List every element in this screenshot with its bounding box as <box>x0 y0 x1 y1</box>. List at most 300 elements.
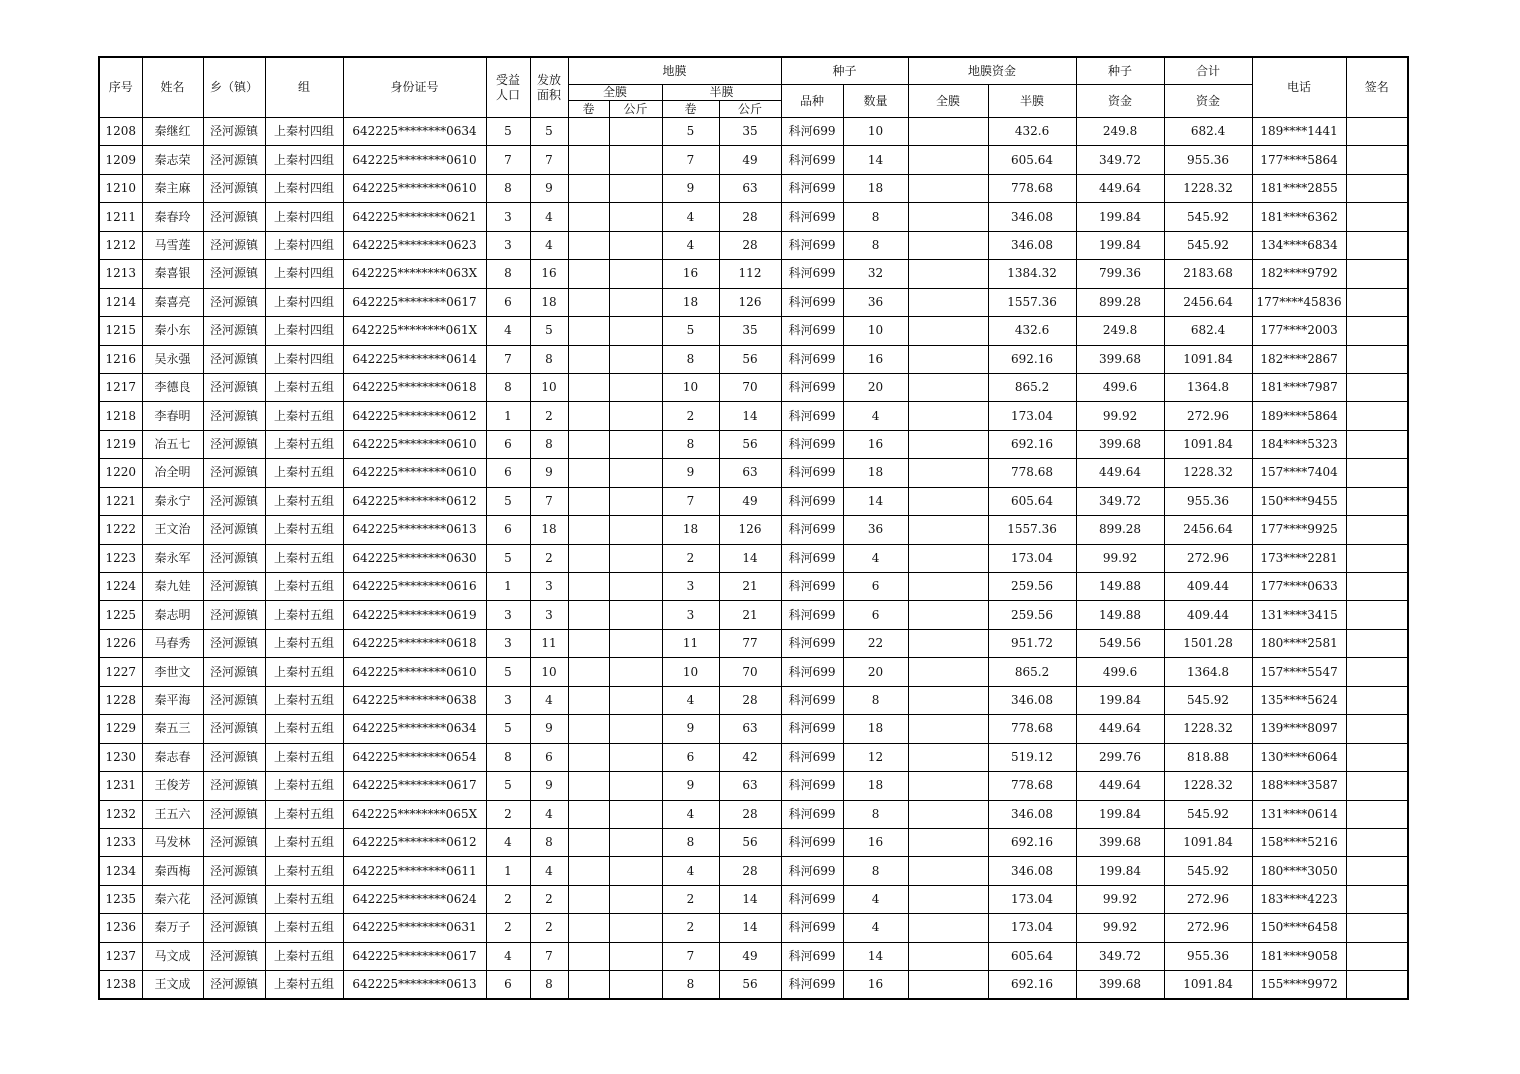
fund-full-film-cell <box>908 914 988 942</box>
variety-cell: 科河699 <box>781 715 843 743</box>
beneficiaries-cell: 3 <box>486 231 530 259</box>
full-film-roll-cell <box>568 118 609 146</box>
phone-cell: 181****6362 <box>1252 203 1346 231</box>
fund-full-film-cell <box>908 459 988 487</box>
table-row <box>99 345 1408 373</box>
full-film-roll-cell <box>568 573 609 601</box>
fund-half-film-cell: 173.04 <box>988 885 1076 913</box>
seq-cell: 1235 <box>99 885 142 913</box>
quantity-cell: 4 <box>843 885 908 913</box>
phone-cell: 181****9058 <box>1252 942 1346 970</box>
area-cell: 4 <box>530 857 568 885</box>
header-seed-funds: 资金 <box>1076 85 1164 118</box>
half-film-roll-cell: 4 <box>662 203 719 231</box>
total-funds-cell: 2183.68 <box>1164 260 1252 288</box>
header-township: 乡（镇） <box>203 57 265 118</box>
signature-cell <box>1346 971 1408 999</box>
seed-funds-cell: 349.72 <box>1076 942 1164 970</box>
signature-cell <box>1346 288 1408 316</box>
fund-full-film-cell <box>908 629 988 657</box>
signature-cell <box>1346 430 1408 458</box>
name-cell: 秦永军 <box>142 544 203 572</box>
area-cell: 18 <box>530 516 568 544</box>
name-cell: 李德良 <box>142 373 203 401</box>
variety-cell: 科河699 <box>781 828 843 856</box>
fund-half-film-cell: 865.2 <box>988 373 1076 401</box>
full-film-roll-cell <box>568 857 609 885</box>
seq-cell: 1233 <box>99 828 142 856</box>
full-film-roll-cell <box>568 885 609 913</box>
seed-funds-cell: 199.84 <box>1076 203 1164 231</box>
quantity-cell: 10 <box>843 317 908 345</box>
quantity-cell: 10 <box>843 118 908 146</box>
variety-cell: 科河699 <box>781 487 843 515</box>
seed-funds-cell: 449.64 <box>1076 174 1164 202</box>
full-film-kg-cell <box>609 373 662 401</box>
seed-funds-cell: 449.64 <box>1076 459 1164 487</box>
table-row <box>99 402 1408 430</box>
full-film-kg-cell <box>609 317 662 345</box>
group-cell: 上秦村五组 <box>265 914 343 942</box>
variety-cell: 科河699 <box>781 658 843 686</box>
township-cell: 泾河源镇 <box>203 715 265 743</box>
seed-funds-cell: 199.84 <box>1076 800 1164 828</box>
beneficiaries-cell: 4 <box>486 317 530 345</box>
township-cell: 泾河源镇 <box>203 430 265 458</box>
signature-cell <box>1346 601 1408 629</box>
half-film-roll-cell: 9 <box>662 459 719 487</box>
fund-half-film-cell: 605.64 <box>988 487 1076 515</box>
full-film-kg-cell <box>609 629 662 657</box>
half-film-kg-cell: 56 <box>719 971 781 999</box>
seq-cell: 1216 <box>99 345 142 373</box>
half-film-kg-cell: 28 <box>719 857 781 885</box>
beneficiaries-cell: 1 <box>486 573 530 601</box>
seq-cell: 1222 <box>99 516 142 544</box>
fund-full-film-cell <box>908 743 988 771</box>
phone-cell: 177****9925 <box>1252 516 1346 544</box>
total-funds-cell: 1091.84 <box>1164 345 1252 373</box>
quantity-cell: 8 <box>843 231 908 259</box>
phone-cell: 188****3587 <box>1252 772 1346 800</box>
half-film-roll-cell: 2 <box>662 402 719 430</box>
fund-full-film-cell <box>908 772 988 800</box>
signature-cell <box>1346 317 1408 345</box>
fund-full-film-cell <box>908 174 988 202</box>
full-film-kg-cell <box>609 402 662 430</box>
quantity-cell: 12 <box>843 743 908 771</box>
quantity-cell: 8 <box>843 857 908 885</box>
half-film-kg-cell: 63 <box>719 715 781 743</box>
id-number-cell: 642225********0610 <box>343 174 486 202</box>
table-row <box>99 828 1408 856</box>
seed-funds-cell: 449.64 <box>1076 715 1164 743</box>
area-cell: 10 <box>530 658 568 686</box>
township-cell: 泾河源镇 <box>203 516 265 544</box>
quantity-cell: 14 <box>843 146 908 174</box>
half-film-kg-cell: 126 <box>719 516 781 544</box>
area-cell: 2 <box>530 544 568 572</box>
signature-cell <box>1346 459 1408 487</box>
half-film-roll-cell: 3 <box>662 573 719 601</box>
fund-full-film-cell <box>908 686 988 714</box>
area-cell: 9 <box>530 772 568 800</box>
half-film-kg-cell: 14 <box>719 885 781 913</box>
variety-cell: 科河699 <box>781 373 843 401</box>
table-row <box>99 174 1408 202</box>
signature-cell <box>1346 800 1408 828</box>
group-cell: 上秦村五组 <box>265 828 343 856</box>
group-cell: 上秦村五组 <box>265 402 343 430</box>
seed-funds-cell: 249.8 <box>1076 317 1164 345</box>
full-film-roll-cell <box>568 430 609 458</box>
total-funds-cell: 1228.32 <box>1164 772 1252 800</box>
half-film-roll-cell: 5 <box>662 118 719 146</box>
variety-cell: 科河699 <box>781 260 843 288</box>
half-film-roll-cell: 8 <box>662 345 719 373</box>
group-cell: 上秦村五组 <box>265 686 343 714</box>
half-film-kg-cell: 112 <box>719 260 781 288</box>
quantity-cell: 8 <box>843 800 908 828</box>
fund-half-film-cell: 1384.32 <box>988 260 1076 288</box>
variety-cell: 科河699 <box>781 203 843 231</box>
seed-funds-cell: 799.36 <box>1076 260 1164 288</box>
half-film-kg-cell: 28 <box>719 800 781 828</box>
header-seq: 序号 <box>99 57 142 118</box>
group-cell: 上秦村五组 <box>265 601 343 629</box>
half-film-roll-cell: 7 <box>662 146 719 174</box>
seq-cell: 1228 <box>99 686 142 714</box>
id-number-cell: 642225********0613 <box>343 971 486 999</box>
beneficiaries-cell: 4 <box>486 942 530 970</box>
phone-cell: 177****45836 <box>1252 288 1346 316</box>
seq-cell: 1215 <box>99 317 142 345</box>
half-film-roll-cell: 8 <box>662 430 719 458</box>
table-row <box>99 715 1408 743</box>
table-row <box>99 914 1408 942</box>
quantity-cell: 8 <box>843 686 908 714</box>
area-cell: 6 <box>530 743 568 771</box>
seed-funds-cell: 299.76 <box>1076 743 1164 771</box>
quantity-cell: 16 <box>843 971 908 999</box>
seq-cell: 1224 <box>99 573 142 601</box>
fund-half-film-cell: 692.16 <box>988 345 1076 373</box>
half-film-roll-cell: 9 <box>662 715 719 743</box>
fund-half-film-cell: 346.08 <box>988 800 1076 828</box>
township-cell: 泾河源镇 <box>203 601 265 629</box>
signature-cell <box>1346 402 1408 430</box>
total-funds-cell: 1091.84 <box>1164 828 1252 856</box>
seq-cell: 1219 <box>99 430 142 458</box>
group-cell: 上秦村五组 <box>265 800 343 828</box>
beneficiaries-cell: 3 <box>486 686 530 714</box>
beneficiaries-cell: 4 <box>486 828 530 856</box>
seed-funds-cell: 399.68 <box>1076 345 1164 373</box>
township-cell: 泾河源镇 <box>203 885 265 913</box>
fund-full-film-cell <box>908 231 988 259</box>
quantity-cell: 20 <box>843 658 908 686</box>
table-row <box>99 544 1408 572</box>
township-cell: 泾河源镇 <box>203 146 265 174</box>
fund-half-film-cell: 519.12 <box>988 743 1076 771</box>
township-cell: 泾河源镇 <box>203 800 265 828</box>
township-cell: 泾河源镇 <box>203 942 265 970</box>
full-film-roll-cell <box>568 914 609 942</box>
phone-cell: 157****5547 <box>1252 658 1346 686</box>
quantity-cell: 4 <box>843 914 908 942</box>
total-funds-cell: 545.92 <box>1164 800 1252 828</box>
full-film-roll-cell <box>568 402 609 430</box>
township-cell: 泾河源镇 <box>203 544 265 572</box>
full-film-roll-cell <box>568 317 609 345</box>
beneficiaries-cell: 6 <box>486 516 530 544</box>
phone-cell: 181****2855 <box>1252 174 1346 202</box>
name-cell: 马雪莲 <box>142 231 203 259</box>
fund-half-film-cell: 1557.36 <box>988 516 1076 544</box>
full-film-roll-cell <box>568 203 609 231</box>
signature-cell <box>1346 174 1408 202</box>
name-cell: 秦永宁 <box>142 487 203 515</box>
half-film-roll-cell: 10 <box>662 373 719 401</box>
phone-cell: 157****7404 <box>1252 459 1346 487</box>
area-cell: 7 <box>530 942 568 970</box>
full-film-kg-cell <box>609 971 662 999</box>
half-film-kg-cell: 21 <box>719 601 781 629</box>
half-film-roll-cell: 2 <box>662 885 719 913</box>
fund-full-film-cell <box>908 800 988 828</box>
half-film-kg-cell: 56 <box>719 430 781 458</box>
fund-full-film-cell <box>908 487 988 515</box>
area-cell: 4 <box>530 231 568 259</box>
fund-half-film-cell: 605.64 <box>988 942 1076 970</box>
fund-half-film-cell: 173.04 <box>988 544 1076 572</box>
township-cell: 泾河源镇 <box>203 373 265 401</box>
area-cell: 8 <box>530 345 568 373</box>
id-number-cell: 642225********0612 <box>343 402 486 430</box>
phone-cell: 177****0633 <box>1252 573 1346 601</box>
half-film-kg-cell: 63 <box>719 459 781 487</box>
area-cell: 2 <box>530 914 568 942</box>
table-row <box>99 800 1408 828</box>
seed-funds-cell: 399.68 <box>1076 971 1164 999</box>
seed-funds-cell: 899.28 <box>1076 288 1164 316</box>
table-row <box>99 743 1408 771</box>
half-film-roll-cell: 9 <box>662 174 719 202</box>
half-film-kg-cell: 70 <box>719 658 781 686</box>
full-film-kg-cell <box>609 146 662 174</box>
township-cell: 泾河源镇 <box>203 573 265 601</box>
half-film-kg-cell: 49 <box>719 487 781 515</box>
half-film-roll-cell: 6 <box>662 743 719 771</box>
fund-half-film-cell: 605.64 <box>988 146 1076 174</box>
beneficiaries-cell: 5 <box>486 715 530 743</box>
total-funds-cell: 955.36 <box>1164 146 1252 174</box>
seq-cell: 1231 <box>99 772 142 800</box>
variety-cell: 科河699 <box>781 573 843 601</box>
id-number-cell: 642225********0613 <box>343 516 486 544</box>
table-row <box>99 146 1408 174</box>
group-cell: 上秦村五组 <box>265 857 343 885</box>
fund-half-film-cell: 346.08 <box>988 686 1076 714</box>
phone-cell: 180****2581 <box>1252 629 1346 657</box>
signature-cell <box>1346 857 1408 885</box>
seed-funds-cell: 199.84 <box>1076 857 1164 885</box>
fund-half-film-cell: 346.08 <box>988 857 1076 885</box>
seed-funds-cell: 549.56 <box>1076 629 1164 657</box>
seed-funds-cell: 99.92 <box>1076 402 1164 430</box>
quantity-cell: 14 <box>843 942 908 970</box>
fund-full-film-cell <box>908 373 988 401</box>
half-film-kg-cell: 42 <box>719 743 781 771</box>
seq-cell: 1229 <box>99 715 142 743</box>
variety-cell: 科河699 <box>781 629 843 657</box>
seq-cell: 1209 <box>99 146 142 174</box>
quantity-cell: 36 <box>843 288 908 316</box>
area-cell: 8 <box>530 430 568 458</box>
total-funds-cell: 2456.64 <box>1164 516 1252 544</box>
half-film-roll-cell: 8 <box>662 971 719 999</box>
name-cell: 秦平海 <box>142 686 203 714</box>
full-film-roll-cell <box>568 942 609 970</box>
half-film-kg-cell: 126 <box>719 288 781 316</box>
header-mulch-funds: 地膜资金 <box>908 57 1076 85</box>
fund-full-film-cell <box>908 118 988 146</box>
seed-funds-cell: 399.68 <box>1076 828 1164 856</box>
variety-cell: 科河699 <box>781 601 843 629</box>
fund-full-film-cell <box>908 288 988 316</box>
township-cell: 泾河源镇 <box>203 658 265 686</box>
beneficiaries-cell: 6 <box>486 971 530 999</box>
id-number-cell: 642225********0619 <box>343 601 486 629</box>
seq-cell: 1230 <box>99 743 142 771</box>
signature-cell <box>1346 743 1408 771</box>
table-row <box>99 857 1408 885</box>
fund-full-film-cell <box>908 146 988 174</box>
half-film-kg-cell: 63 <box>719 174 781 202</box>
fund-full-film-cell <box>908 516 988 544</box>
total-funds-cell: 545.92 <box>1164 203 1252 231</box>
name-cell: 秦万子 <box>142 914 203 942</box>
beneficiaries-cell: 1 <box>486 857 530 885</box>
signature-cell <box>1346 942 1408 970</box>
header-total-funds: 资金 <box>1164 85 1252 118</box>
table-row <box>99 686 1408 714</box>
full-film-kg-cell <box>609 658 662 686</box>
quantity-cell: 16 <box>843 345 908 373</box>
signature-cell <box>1346 885 1408 913</box>
beneficiaries-cell: 7 <box>486 345 530 373</box>
group-cell: 上秦村四组 <box>265 146 343 174</box>
seq-cell: 1221 <box>99 487 142 515</box>
phone-cell: 177****5864 <box>1252 146 1346 174</box>
fund-half-film-cell: 346.08 <box>988 203 1076 231</box>
signature-cell <box>1346 203 1408 231</box>
total-funds-cell: 545.92 <box>1164 857 1252 885</box>
variety-cell: 科河699 <box>781 231 843 259</box>
beneficiaries-cell: 7 <box>486 146 530 174</box>
header-half-film: 半膜 <box>662 85 781 101</box>
variety-cell: 科河699 <box>781 914 843 942</box>
group-cell: 上秦村四组 <box>265 231 343 259</box>
variety-cell: 科河699 <box>781 459 843 487</box>
quantity-cell: 18 <box>843 174 908 202</box>
header-full-film: 全膜 <box>568 85 662 101</box>
variety-cell: 科河699 <box>781 686 843 714</box>
quantity-cell: 18 <box>843 459 908 487</box>
fund-half-film-cell: 1557.36 <box>988 288 1076 316</box>
fund-full-film-cell <box>908 715 988 743</box>
id-number-cell: 642225********0624 <box>343 885 486 913</box>
name-cell: 王俊芳 <box>142 772 203 800</box>
seq-cell: 1225 <box>99 601 142 629</box>
variety-cell: 科河699 <box>781 146 843 174</box>
name-cell: 秦六花 <box>142 885 203 913</box>
group-cell: 上秦村五组 <box>265 942 343 970</box>
id-number-cell: 642225********063X <box>343 260 486 288</box>
full-film-roll-cell <box>568 601 609 629</box>
full-film-roll-cell <box>568 260 609 288</box>
seq-cell: 1220 <box>99 459 142 487</box>
total-funds-cell: 1501.28 <box>1164 629 1252 657</box>
table-row <box>99 231 1408 259</box>
signature-cell <box>1346 373 1408 401</box>
group-cell: 上秦村四组 <box>265 317 343 345</box>
seq-cell: 1210 <box>99 174 142 202</box>
name-cell: 马文成 <box>142 942 203 970</box>
beneficiaries-cell: 2 <box>486 800 530 828</box>
header-half-kg: 公斤 <box>719 101 781 118</box>
half-film-kg-cell: 35 <box>719 118 781 146</box>
full-film-roll-cell <box>568 800 609 828</box>
township-cell: 泾河源镇 <box>203 345 265 373</box>
full-film-kg-cell <box>609 459 662 487</box>
township-cell: 泾河源镇 <box>203 743 265 771</box>
half-film-roll-cell: 4 <box>662 686 719 714</box>
quantity-cell: 6 <box>843 601 908 629</box>
full-film-kg-cell <box>609 686 662 714</box>
group-cell: 上秦村五组 <box>265 516 343 544</box>
area-cell: 2 <box>530 402 568 430</box>
area-cell: 4 <box>530 800 568 828</box>
area-cell: 5 <box>530 118 568 146</box>
table-row <box>99 942 1408 970</box>
header-seed: 种子 <box>781 57 908 85</box>
group-cell: 上秦村四组 <box>265 203 343 231</box>
fund-half-film-cell: 778.68 <box>988 772 1076 800</box>
group-cell: 上秦村五组 <box>265 487 343 515</box>
full-film-kg-cell <box>609 715 662 743</box>
signature-cell <box>1346 516 1408 544</box>
full-film-roll-cell <box>568 686 609 714</box>
header-signature: 签名 <box>1346 57 1408 118</box>
full-film-kg-cell <box>609 231 662 259</box>
fund-full-film-cell <box>908 544 988 572</box>
id-number-cell: 642225********0631 <box>343 914 486 942</box>
seed-funds-cell: 149.88 <box>1076 601 1164 629</box>
total-funds-cell: 682.4 <box>1164 118 1252 146</box>
half-film-roll-cell: 16 <box>662 260 719 288</box>
full-film-kg-cell <box>609 857 662 885</box>
group-cell: 上秦村五组 <box>265 573 343 601</box>
signature-cell <box>1346 772 1408 800</box>
phone-cell: 135****5624 <box>1252 686 1346 714</box>
phone-cell: 134****6834 <box>1252 231 1346 259</box>
total-funds-cell: 1228.32 <box>1164 715 1252 743</box>
seed-funds-cell: 199.84 <box>1076 686 1164 714</box>
fund-full-film-cell <box>908 857 988 885</box>
table-body <box>99 118 1408 1000</box>
half-film-roll-cell: 11 <box>662 629 719 657</box>
